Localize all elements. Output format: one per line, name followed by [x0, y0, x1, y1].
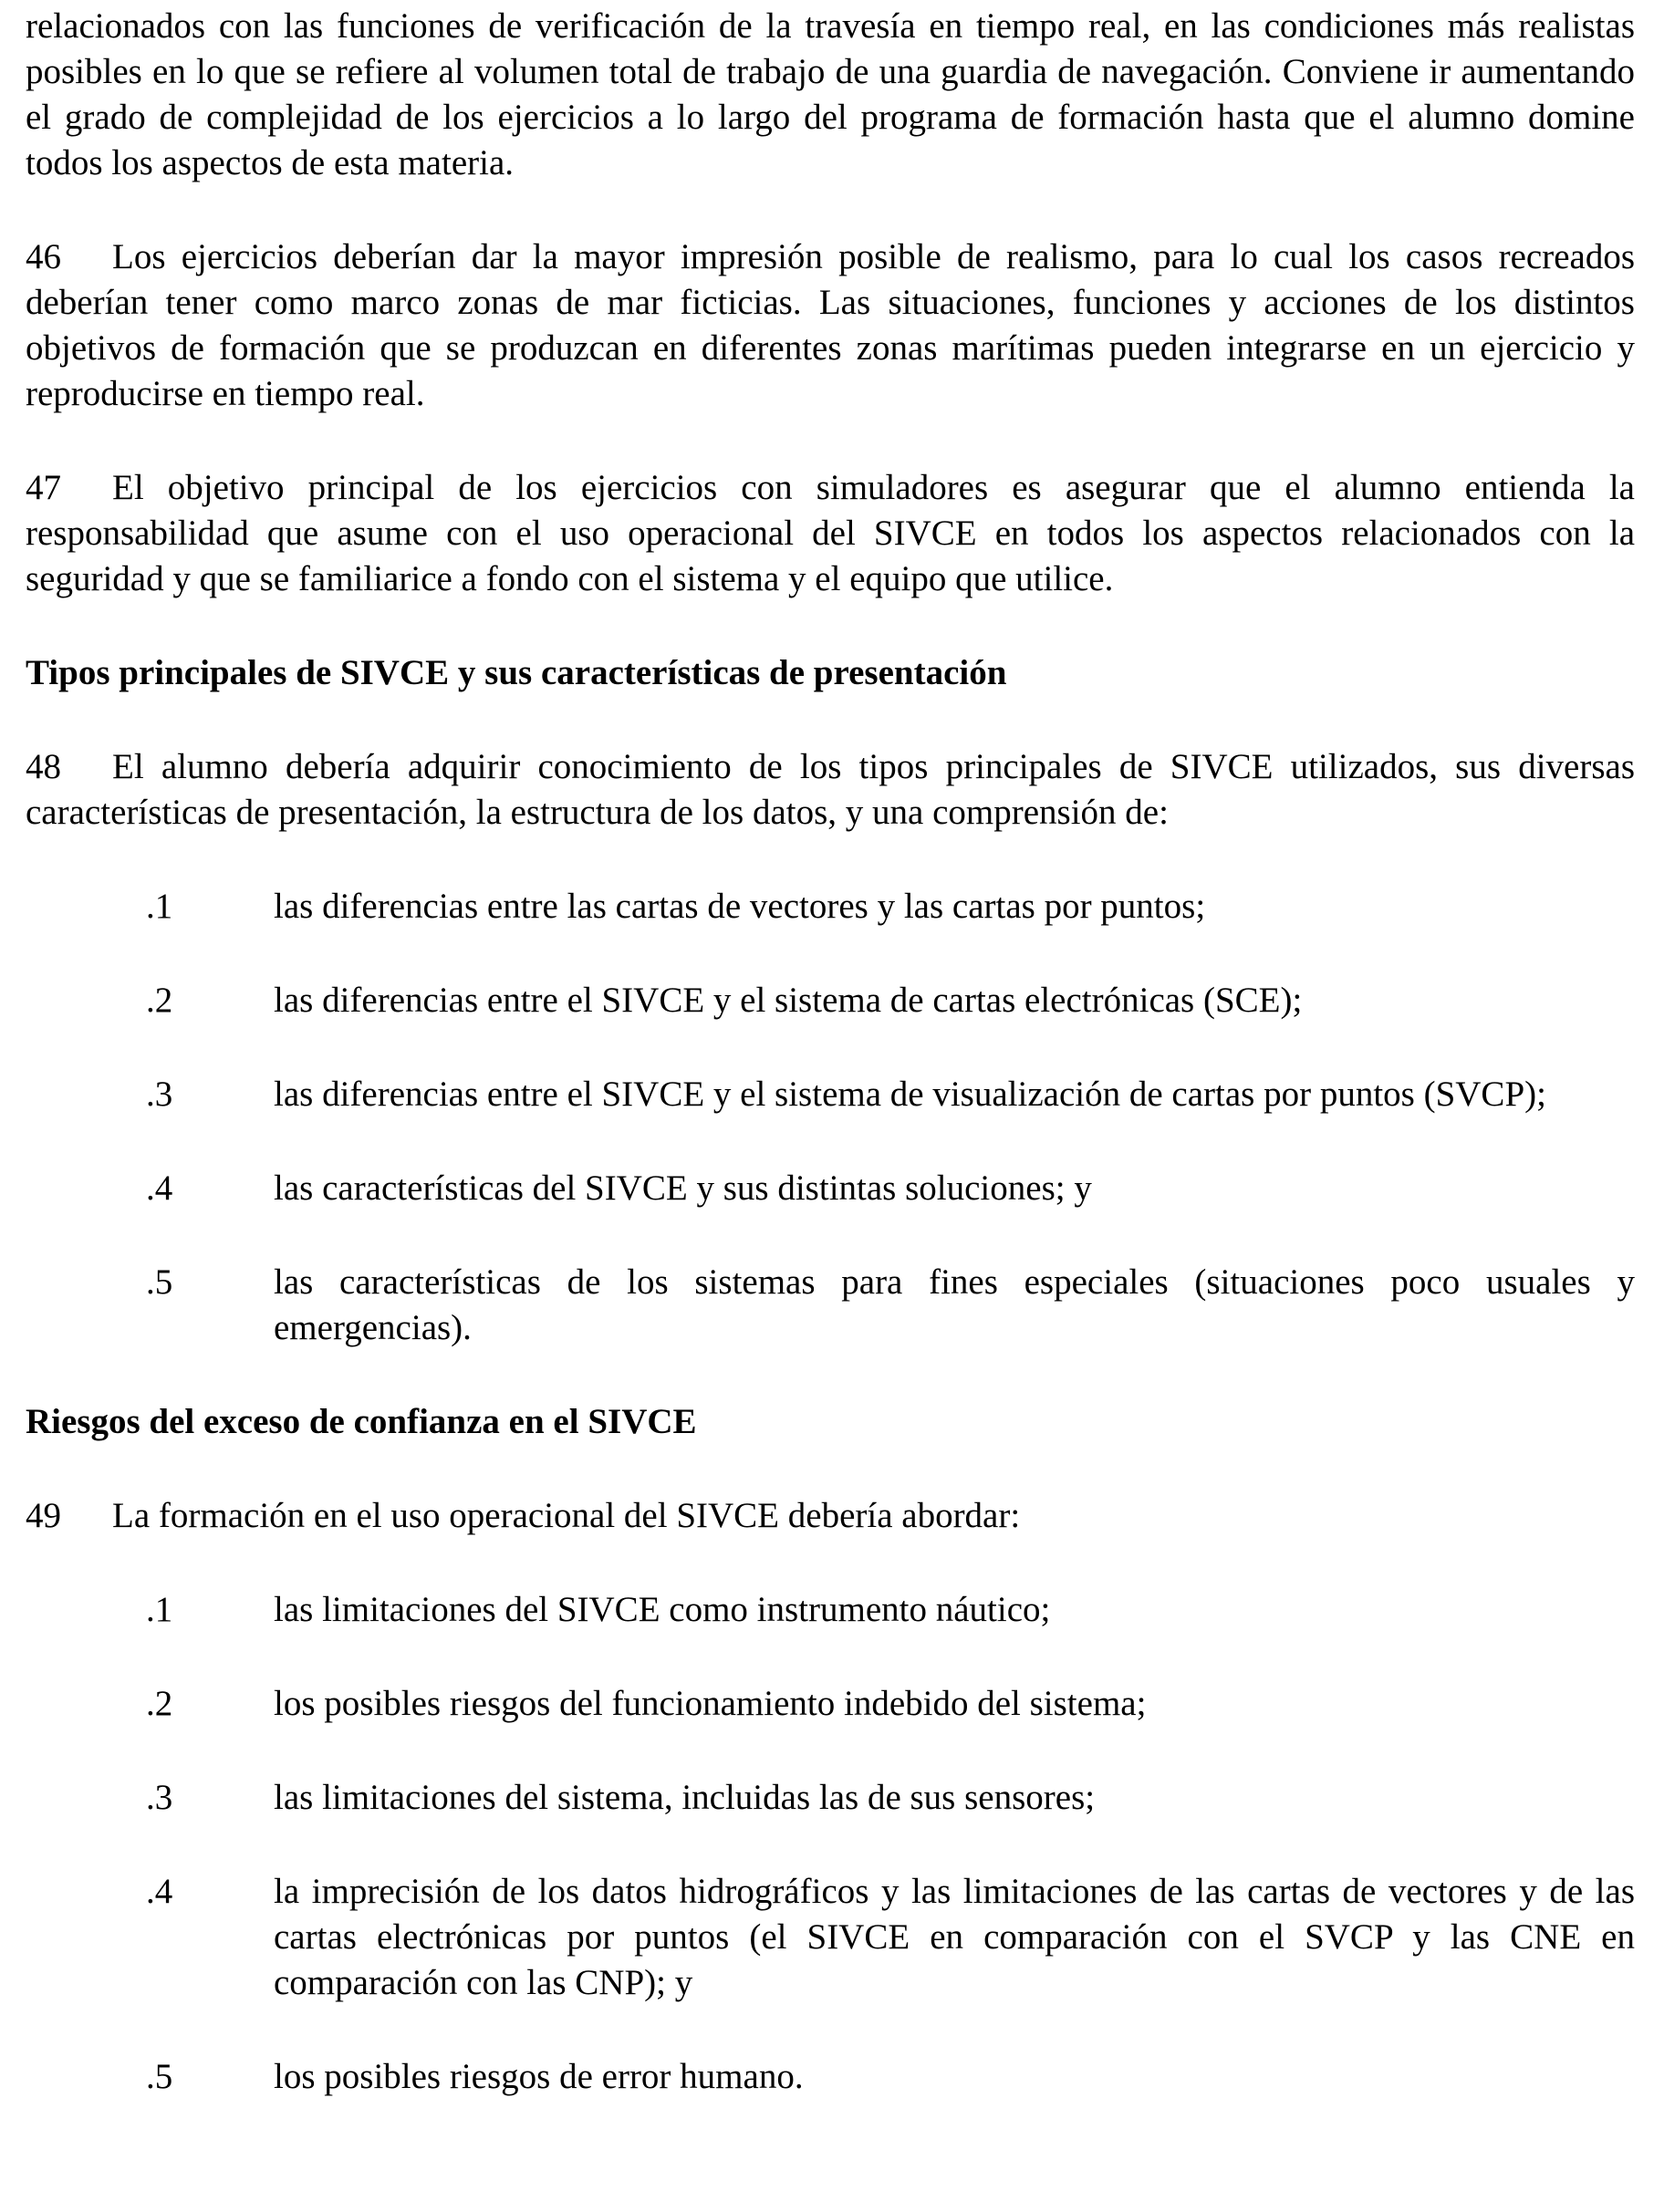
list-item-number: .4 [146, 1168, 173, 1208]
paragraph-text: El alumno debería adquirir conocimiento de los tipos principales de SIVCE utilizados, sus diversas características de presentación, la estructura de los datos, y una comprensión de: [26, 747, 1635, 832]
list-item-number: .1 [146, 887, 173, 926]
section-heading-tipos: Tipos principales de SIVCE y sus características de presentación [26, 653, 1007, 692]
paragraph-text: Los ejercicios deberían dar la mayor impresión posible de realismo, para lo cual los casos recreados deberían tener como marco zonas de mar ficticias. Las situaciones, funciones y acciones de los distintos objetivos de formación que se produzcan en diferentes zonas marítimas pueden integrarse en un ejercicio y reproducirse en tiempo real. [26, 237, 1635, 413]
list-item-text: los posibles riesgos del funcionamiento indebido del sistema; [274, 1684, 1147, 1723]
list-item-text: la imprecisión de los datos hidrográficos y las limitaciones de las cartas de vectores y de las cartas electrónicas por puntos (el SIVCE en comparación con el SVCP y las CNE en comparación con las CNP); y [274, 1872, 1635, 2002]
list-item-text: las características de los sistemas para fines especiales (situaciones poco usuales y emergencias). [274, 1262, 1635, 1347]
paragraph-48 [26, 744, 1635, 836]
list-item-number: .1 [146, 1590, 173, 1629]
list-item-text: las limitaciones del SIVCE como instrumento náutico; [274, 1590, 1051, 1629]
list-item [26, 2054, 1635, 2100]
list-item-text: los posibles riesgos de error humano. [274, 2057, 804, 2096]
paragraph-text: La formación en el uso operacional del SIVCE debería abordar: [112, 1496, 1021, 1535]
list-item [26, 884, 1635, 929]
list-item [26, 1681, 1635, 1727]
list-item-number: .2 [146, 981, 173, 1020]
list-item-number: .5 [146, 1262, 173, 1302]
list-item [26, 1260, 1635, 1351]
list-item [26, 1869, 1635, 2006]
list-item-text: las diferencias entre el SIVCE y el sistema de cartas electrónicas (SCE); [274, 981, 1303, 1020]
list-item-text: las diferencias entre las cartas de vectores y las cartas por puntos; [274, 887, 1206, 926]
paragraph-47 [26, 465, 1635, 602]
list-item [26, 1775, 1635, 1821]
list-item-text: las características del SIVCE y sus distintas soluciones; y [274, 1168, 1092, 1208]
paragraph-text: El objetivo principal de los ejercicios con simuladores es asegurar que el alumno entienda la responsabilidad que asume con el uso operacional del SIVCE en todos los aspectos relacionados con la seguridad y que se familiarice a fondo con el sistema y el equipo que utilice. [26, 468, 1635, 598]
section-heading-riesgos: Riesgos del exceso de confianza en el SIVCE [26, 1402, 697, 1441]
list-item [26, 1587, 1635, 1633]
list-item [26, 1072, 1635, 1117]
list-item-number: .2 [146, 1684, 173, 1723]
list-49 [26, 1587, 1635, 2100]
list-item-number: .4 [146, 1872, 173, 1911]
list-item-number: .3 [146, 1778, 173, 1817]
list-item [26, 1166, 1635, 1211]
list-item-text: las limitaciones del sistema, incluidas las de sus sensores; [274, 1778, 1096, 1817]
paragraph-49 [26, 1493, 1635, 1539]
list-item-text: las diferencias entre el SIVCE y el sistema de visualización de cartas por puntos (SVCP); [274, 1075, 1546, 1114]
paragraph-number: 46 [26, 237, 61, 276]
paragraph-number: 47 [26, 468, 61, 507]
list-48 [26, 884, 1635, 1351]
list-item-number: .5 [146, 2057, 173, 2096]
paragraph-intro: relacionados con las funciones de verificación de la travesía en tiempo real, en las condiciones más realistas posibles en lo que se refiere al volumen total de trabajo de una guardia de navegación. Conviene ir aumentando el grado de complejidad de los ejercicios a lo largo del programa de formación hasta que el alumno domine todos los aspectos de esta materia. [26, 6, 1635, 182]
paragraph-46 [26, 234, 1635, 417]
paragraph-number: 49 [26, 1496, 61, 1535]
list-item [26, 978, 1635, 1023]
list-item-number: .3 [146, 1075, 173, 1114]
paragraph-number: 48 [26, 747, 61, 786]
